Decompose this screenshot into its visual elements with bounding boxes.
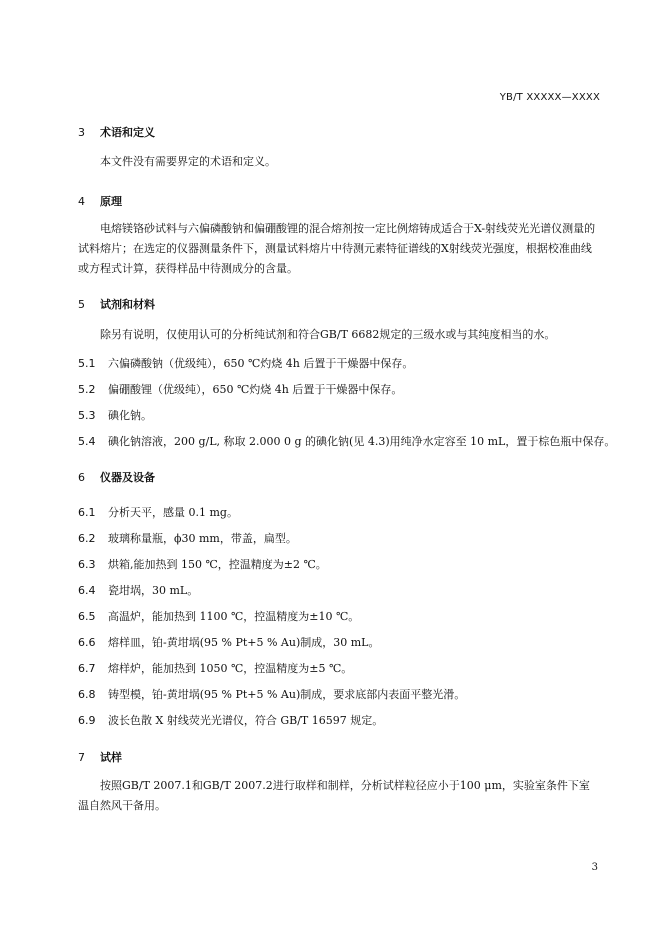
list-item: 6.1 分析天平，感量 0.1 mg。: [78, 506, 238, 519]
list-item: 6.3 烘箱,能加热到 150 ℃，控温精度为±2 ℃。: [78, 558, 327, 571]
list-item: 6.6 熔样皿，铂-黄坩埚(95 % Pt+5 % Au)制成，30 mL。: [78, 636, 380, 649]
list-item: 6.7 熔样炉，能加热到 1050 ℃，控温精度为±5 ℃。: [78, 662, 353, 675]
section-heading-5: [78, 296, 155, 312]
list-item: 6.5 高温炉，能加热到 1100 ℃，控温精度为±10 ℃。: [78, 610, 360, 623]
section-number: 3: [78, 126, 85, 139]
section-number: 7: [78, 751, 85, 764]
section-title: 试样: [100, 751, 122, 764]
list-item: 5.3 碘化钠。: [78, 409, 152, 422]
section-number: 5: [78, 298, 85, 311]
section-number: 6: [78, 471, 85, 484]
section-heading-6: [78, 469, 155, 485]
list-item: 5.2 偏硼酸锂（优级纯），650 ℃灼烧 4h 后置于干燥器中保存。: [78, 383, 403, 396]
section-5-intro: 除另有说明，仅使用认可的分析纯试剂和符合GB/T 6682规定的三级水或与其纯度相当的水。: [100, 328, 556, 341]
section-title: 仪器及设备: [100, 471, 155, 484]
list-item: 6.9 波长色散 X 射线荧光光谱仪，符合 GB/T 16597 规定。: [78, 714, 384, 727]
page-number: 3: [591, 862, 598, 873]
list-item: 6.8 铸型模，铂-黄坩埚(95 % Pt+5 % Au)制成，要求底部内表面平整光滑。: [78, 688, 466, 701]
section-title: 原理: [100, 195, 122, 208]
section-title: 试剂和材料: [100, 298, 155, 311]
list-item: 6.4 瓷坩埚，30 mL。: [78, 584, 199, 597]
section-heading-7: [78, 749, 122, 765]
section-3-body: 本文件没有需要界定的术语和定义。: [100, 155, 276, 168]
list-item: 5.1 六偏磷酸钠（优级纯），650 ℃灼烧 4h 后置于干燥器中保存。: [78, 357, 414, 370]
list-item: 5.4 碘化钠溶液，200 g/L, 称取 2.000 0 g 的碘化钠(见 4.3)用纯净水定容至 10 mL，置于棕色瓶中保存。: [78, 435, 616, 448]
section-heading-3: [78, 124, 155, 140]
list-item: 6.2 玻璃称量瓶，ϕ30 mm，带盖，扁型。: [78, 532, 297, 545]
section-heading-4: [78, 193, 122, 209]
section-7-body: 按照GB/T 2007.1和GB/T 2007.2进行取样和制样，分析试样粒径应小于100 μm，实验室条件下室温自然风干备用。: [78, 779, 590, 812]
section-title: 术语和定义: [100, 126, 155, 139]
section-number: 4: [78, 195, 85, 208]
standard-code: YB/T XXXXX—XXXX: [499, 92, 600, 103]
section-4-body: 电熔镁铬砂试料与六偏磷酸钠和偏硼酸锂的混合熔剂按一定比例熔铸成适合于X-射线荧光光谱仪测量的试料熔片；在选定的仪器测量条件下，测量试料熔片中待测元素特征谱线的X射线荧光强度，根据校准曲线或方程式计算，获得样品中待测成分的含量。: [78, 222, 596, 275]
